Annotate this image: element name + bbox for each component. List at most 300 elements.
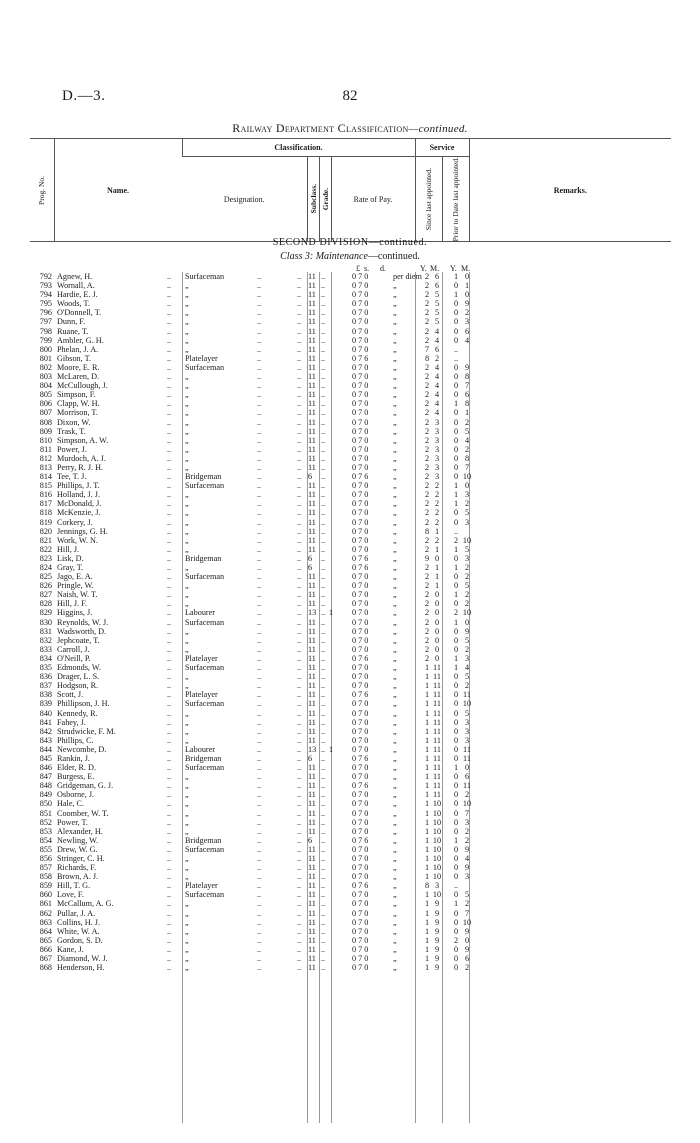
leader-dots: .. <box>297 744 302 754</box>
rate-of-pay-cell: 0 7 6 <box>352 353 369 363</box>
prog-no-cell: 803 <box>39 372 52 382</box>
since-months-cell: 11 <box>433 726 441 736</box>
leader-dots: .. <box>257 735 262 745</box>
leader-dots: .. <box>257 435 262 445</box>
pay-basis-cell: „ <box>393 490 397 500</box>
prior-years-cell: 1 <box>453 563 459 572</box>
prior-years-cell: 1 <box>453 544 459 554</box>
leader-dots: .. <box>167 590 172 600</box>
table-row <box>30 645 671 654</box>
leader-dots: .. <box>321 726 326 736</box>
table-row <box>30 472 671 481</box>
name-header: Name. <box>54 139 182 242</box>
unit-shillings: s. <box>364 264 370 273</box>
pay-basis-cell: „ <box>393 663 397 673</box>
since-months-cell: 6 <box>434 272 440 281</box>
subclass-cell: 11 <box>308 708 316 718</box>
prior-years-cell: .. <box>453 344 459 354</box>
leader-dots: .. <box>167 481 172 491</box>
since-months-cell: 1 <box>434 572 440 582</box>
prior-months-cell: 1 <box>464 281 470 291</box>
since-months-cell: 10 <box>432 844 442 854</box>
leader-dots: .. <box>167 308 172 318</box>
leader-dots: .. <box>167 417 172 427</box>
since-years-cell: 2 <box>424 517 430 527</box>
leader-dots: .. <box>297 708 302 718</box>
since-months-cell: 3 <box>434 472 440 482</box>
prior-months-cell: 2 <box>464 417 470 427</box>
pay-basis-cell: „ <box>393 635 397 645</box>
since-years-cell: 1 <box>424 799 430 809</box>
prog-no-cell: 807 <box>39 408 52 418</box>
prior-years-cell: 0 <box>453 872 459 882</box>
prog-no-cell: 847 <box>39 772 52 782</box>
table-row <box>30 854 671 863</box>
leader-dots: .. <box>167 735 172 745</box>
prog-no-cell: 868 <box>39 963 52 973</box>
prior-months-cell: 0 <box>464 935 470 945</box>
since-months-cell: 3 <box>434 426 440 436</box>
leader-dots: .. <box>321 881 326 891</box>
name-cell: Brown, A. J. <box>57 872 99 882</box>
unit-months-since: M. <box>430 264 440 273</box>
leader-dots: .. <box>321 326 326 336</box>
leader-dots: .. <box>257 553 262 563</box>
leader-dots: .. <box>321 599 326 609</box>
prog-no-cell: 833 <box>39 644 52 654</box>
pay-basis-cell: „ <box>393 317 397 327</box>
leader-dots: .. <box>257 926 262 936</box>
table-row <box>30 718 671 727</box>
since-months-cell: 11 <box>433 753 441 763</box>
page-title <box>0 121 700 136</box>
subclass-cell: 11 <box>308 635 316 645</box>
table-row <box>30 508 671 517</box>
prog-no-cell: 796 <box>39 308 52 318</box>
table-row <box>30 881 671 890</box>
leader-dots: .. <box>167 917 172 927</box>
prior-years-cell: 1 <box>453 399 459 409</box>
since-months-cell: 9 <box>434 935 440 945</box>
subclass-cell: 11 <box>308 335 316 345</box>
since-months-cell: 4 <box>434 372 440 382</box>
name-cell: Clapp, W. H. <box>57 399 100 409</box>
prior-years-cell: 0 <box>453 917 459 927</box>
prior-years-cell: 1 <box>453 481 459 491</box>
leader-dots: .. <box>257 890 262 900</box>
rate-of-pay-cell: 0 7 6 <box>352 753 369 763</box>
leader-dots: .. <box>257 281 262 291</box>
rate-of-pay-cell: 0 7 0 <box>352 462 369 472</box>
leader-dots: .. <box>321 417 326 427</box>
since-years-cell: 8 <box>424 881 430 891</box>
leader-dots: .. <box>321 335 326 345</box>
rate-of-pay-cell: 0 7 0 <box>352 444 369 454</box>
name-cell: Holland, J. J. <box>57 490 100 500</box>
designation-cell: Surfaceman <box>185 663 225 673</box>
pay-basis-cell: „ <box>393 344 397 354</box>
rate-of-pay-cell: 0 7 0 <box>352 344 369 354</box>
prog-no-cell: 826 <box>39 581 52 591</box>
designation-cell: „ <box>185 681 189 691</box>
leader-dots: .. <box>297 408 302 418</box>
name-cell: Gibson, T. <box>57 353 92 363</box>
leader-dots: .. <box>257 535 262 545</box>
pay-basis-cell: „ <box>393 526 397 536</box>
grade-cell: 1 <box>328 744 334 754</box>
since-months-cell: 10 <box>432 826 442 836</box>
table-row <box>30 299 671 308</box>
prog-no-cell: 848 <box>39 781 52 791</box>
prior-years-cell: 0 <box>453 426 459 436</box>
table-row <box>30 590 671 599</box>
prior-months-cell: 8 <box>464 372 470 382</box>
prog-no-cell: 813 <box>39 462 52 472</box>
since-years-cell: 7 <box>424 344 430 354</box>
since-months-cell: 9 <box>434 944 440 954</box>
table-row <box>30 790 671 799</box>
since-years-cell: 1 <box>424 944 430 954</box>
table-row <box>30 863 671 872</box>
leader-dots: .. <box>321 617 326 627</box>
leader-dots: .. <box>321 317 326 327</box>
since-years-cell: 1 <box>424 790 430 800</box>
prior-months-cell: 3 <box>464 726 470 736</box>
rate-of-pay-cell: 0 7 0 <box>352 844 369 854</box>
since-years-cell: 2 <box>424 563 430 572</box>
name-cell: Reynolds, W. J. <box>57 617 109 627</box>
designation-cell: „ <box>185 908 189 918</box>
since-years-cell: 2 <box>424 535 430 545</box>
designation-cell: „ <box>185 863 189 873</box>
prior-years-cell: 0 <box>453 826 459 836</box>
designation-cell: Surfaceman <box>185 890 225 900</box>
since-months-cell: 11 <box>433 781 441 791</box>
leader-dots: .. <box>257 581 262 591</box>
leader-dots: .. <box>321 344 326 354</box>
pay-basis-cell: „ <box>393 326 397 336</box>
rate-of-pay-cell: 0 7 0 <box>352 335 369 345</box>
leader-dots: .. <box>297 781 302 791</box>
prog-no-cell: 852 <box>39 817 52 827</box>
subclass-cell: 11 <box>308 390 316 400</box>
leader-dots: .. <box>321 653 326 663</box>
prior-months-cell: 9 <box>464 362 470 372</box>
rate-of-pay-cell: 0 7 0 <box>352 744 369 754</box>
prior-years-cell: 1 <box>453 617 459 627</box>
name-cell: Gordon, S. D. <box>57 935 103 945</box>
rate-of-pay-cell: 0 7 6 <box>352 553 369 563</box>
pay-basis-cell: „ <box>393 408 397 418</box>
subclass-cell: 11 <box>308 353 316 363</box>
leader-dots: .. <box>297 481 302 491</box>
leader-dots: .. <box>167 362 172 372</box>
table-row <box>30 545 671 554</box>
prior-months-cell: 2 <box>464 963 470 973</box>
table-row <box>30 827 671 836</box>
prior-years-cell: 0 <box>453 944 459 954</box>
leader-dots: .. <box>321 553 326 563</box>
prior-months-cell: 11 <box>463 781 471 791</box>
subclass-cell: 11 <box>308 944 316 954</box>
name-cell: Richards, F. <box>57 863 97 873</box>
leader-dots: .. <box>297 690 302 700</box>
leader-dots: .. <box>167 790 172 800</box>
leader-dots: .. <box>297 772 302 782</box>
leader-dots: .. <box>167 653 172 663</box>
leader-dots: .. <box>321 799 326 809</box>
table-row <box>30 709 671 718</box>
subclass-cell: 11 <box>308 763 316 773</box>
since-months-cell: 4 <box>434 381 440 391</box>
since-years-cell: 2 <box>424 308 430 318</box>
table-row <box>30 745 671 754</box>
subclass-cell: 11 <box>308 381 316 391</box>
since-months-cell: 9 <box>434 954 440 964</box>
prior-months-cell: 11 <box>463 690 471 700</box>
pay-basis-cell: „ <box>393 399 397 409</box>
leader-dots: .. <box>321 935 326 945</box>
leader-dots: .. <box>297 508 302 518</box>
pay-basis-cell: „ <box>393 799 397 809</box>
subclass-cell: 11 <box>308 526 316 536</box>
table-row <box>30 799 671 808</box>
prior-months-cell: 2 <box>464 590 470 600</box>
table-row <box>30 317 671 326</box>
leader-dots: .. <box>321 699 326 709</box>
prior-years-cell: 1 <box>453 272 459 281</box>
leader-dots: .. <box>257 599 262 609</box>
pay-basis-cell: „ <box>393 863 397 873</box>
prog-no-cell: 858 <box>39 872 52 882</box>
subclass-cell: 6 <box>308 835 313 845</box>
pay-basis-cell: „ <box>393 608 397 618</box>
leader-dots: .. <box>297 854 302 863</box>
since-months-cell: 2 <box>434 499 440 509</box>
pay-basis-cell: „ <box>393 590 397 600</box>
leader-dots: .. <box>297 908 302 918</box>
prog-no-cell: 834 <box>39 653 52 663</box>
since-months-cell: 11 <box>433 699 441 709</box>
pay-basis-cell: „ <box>393 290 397 300</box>
leader-dots: .. <box>297 426 302 436</box>
leader-dots: .. <box>167 681 172 691</box>
leader-dots: .. <box>167 808 172 818</box>
leader-dots: .. <box>257 763 262 773</box>
prior-months-cell: 3 <box>464 490 470 500</box>
since-months-cell: 4 <box>434 362 440 372</box>
leader-dots: .. <box>321 544 326 554</box>
pay-basis-cell: „ <box>393 908 397 918</box>
prior-years-cell: 0 <box>453 963 459 973</box>
prior-years-cell: 0 <box>453 435 459 445</box>
since-years-cell: 2 <box>424 590 430 600</box>
leader-dots: .. <box>167 863 172 873</box>
since-years-cell: 1 <box>424 690 430 700</box>
unit-pounds: £ <box>356 264 360 273</box>
rate-of-pay-cell: 0 7 0 <box>352 426 369 436</box>
rate-of-pay-cell: 0 7 0 <box>352 490 369 500</box>
prog-no-cell: 837 <box>39 681 52 691</box>
service-header: Service <box>415 139 469 157</box>
since-years-cell: 2 <box>424 281 430 291</box>
name-cell: Gridgeman, G. J. <box>57 781 114 791</box>
rate-of-pay-cell: 0 7 0 <box>352 935 369 945</box>
designation-cell: „ <box>185 717 189 727</box>
leader-dots: .. <box>321 844 326 854</box>
designation-cell: „ <box>185 954 189 964</box>
rate-of-pay-cell: 0 7 0 <box>352 381 369 391</box>
leader-dots: .. <box>297 599 302 609</box>
table-row <box>30 372 671 381</box>
pay-basis-cell: „ <box>393 826 397 836</box>
leader-dots: .. <box>297 490 302 500</box>
subclass-cell: 11 <box>308 699 316 709</box>
since-months-cell: 0 <box>434 653 440 663</box>
name-cell: Phelan, J. A. <box>57 344 99 354</box>
subclass-cell: 11 <box>308 626 316 636</box>
table-row <box>30 690 671 699</box>
leader-dots: .. <box>321 608 326 618</box>
designation-cell: Platelayer <box>185 653 218 663</box>
leader-dots: .. <box>321 390 326 400</box>
designation-cell: „ <box>185 735 189 745</box>
unit-months-prior: M. <box>461 264 471 273</box>
prior-years-cell: 0 <box>453 726 459 736</box>
remarks-header: Remarks. <box>469 139 671 242</box>
prior-months-cell: 2 <box>464 790 470 800</box>
leader-dots: .. <box>321 681 326 691</box>
leader-dots: .. <box>321 708 326 718</box>
name-cell: Agnew, H. <box>57 272 93 281</box>
since-years-cell: 1 <box>424 808 430 818</box>
leader-dots: .. <box>167 944 172 954</box>
since-years-cell: 1 <box>424 708 430 718</box>
designation-cell: „ <box>185 281 189 291</box>
pay-basis-cell: „ <box>393 935 397 945</box>
prior-months-cell: 5 <box>464 672 470 682</box>
table-row <box>30 454 671 463</box>
prior-years-cell: 0 <box>453 954 459 964</box>
prog-no-cell: 853 <box>39 826 52 836</box>
leader-dots: .. <box>297 272 302 281</box>
pay-basis-cell: „ <box>393 917 397 927</box>
subclass-cell: 6 <box>308 553 313 563</box>
leader-dots: .. <box>167 399 172 409</box>
designation-cell: Surfaceman <box>185 844 225 854</box>
since-months-cell: 0 <box>434 635 440 645</box>
prog-no-cell: 860 <box>39 890 52 900</box>
rate-of-pay-cell: 0 7 0 <box>352 726 369 736</box>
leader-dots: .. <box>257 563 262 572</box>
leader-dots: .. <box>167 690 172 700</box>
name-cell: Alexander, H. <box>57 826 103 836</box>
since-years-cell: 2 <box>424 608 430 618</box>
leader-dots: .. <box>167 390 172 400</box>
since-months-cell: 2 <box>434 517 440 527</box>
rate-of-pay-cell: 0 7 0 <box>352 290 369 300</box>
since-years-cell: 2 <box>424 626 430 636</box>
since-years-cell: 1 <box>424 835 430 845</box>
rate-of-pay-cell: 0 7 0 <box>352 581 369 591</box>
pay-basis-cell: „ <box>393 708 397 718</box>
since-years-cell: 2 <box>424 617 430 627</box>
since-months-cell: 10 <box>432 872 442 882</box>
since-last-header: Since last appointed. <box>415 157 442 242</box>
since-years-cell: 8 <box>424 526 430 536</box>
prior-years-cell: 1 <box>453 763 459 773</box>
leader-dots: .. <box>167 644 172 654</box>
leader-dots: .. <box>257 526 262 536</box>
leader-dots: .. <box>297 817 302 827</box>
table-row <box>30 336 671 345</box>
leader-dots: .. <box>257 508 262 518</box>
pay-basis-cell: per diem <box>393 272 422 281</box>
name-cell: Collins, H. J. <box>57 917 100 927</box>
since-years-cell: 1 <box>424 781 430 791</box>
name-cell: Moore, E. R. <box>57 362 100 372</box>
subclass-cell: 11 <box>308 290 316 300</box>
leader-dots: .. <box>297 635 302 645</box>
title-suffix: —continued. <box>408 123 468 135</box>
prior-years-cell: 0 <box>453 735 459 745</box>
since-months-cell: 4 <box>434 326 440 336</box>
table-row <box>30 963 671 972</box>
prior-months-cell: 4 <box>464 663 470 673</box>
pay-basis-cell: „ <box>393 308 397 318</box>
since-months-cell: 0 <box>434 626 440 636</box>
table-row <box>30 699 671 708</box>
leader-dots: .. <box>167 799 172 809</box>
leader-dots: .. <box>167 626 172 636</box>
prog-no-cell: 822 <box>39 544 52 554</box>
leader-dots: .. <box>167 817 172 827</box>
leader-dots: .. <box>167 826 172 836</box>
leader-dots: .. <box>297 608 302 618</box>
name-cell: Drew, W. G. <box>57 844 98 854</box>
leader-dots: .. <box>167 553 172 563</box>
name-cell: Phillips, C. <box>57 735 94 745</box>
table-row <box>30 608 671 617</box>
leader-dots: .. <box>167 381 172 391</box>
classification-header: Classification. <box>182 139 415 157</box>
prog-no-cell: 838 <box>39 690 52 700</box>
since-months-cell: 11 <box>433 735 441 745</box>
prior-months-cell: 10 <box>462 799 472 809</box>
prior-years-cell: 0 <box>453 863 459 873</box>
table-row <box>30 408 671 417</box>
since-months-cell: 3 <box>434 453 440 463</box>
leader-dots: .. <box>297 753 302 763</box>
since-years-cell: 2 <box>424 453 430 463</box>
leader-dots: .. <box>297 926 302 936</box>
since-years-cell: 1 <box>424 826 430 836</box>
leader-dots: .. <box>257 681 262 691</box>
rate-of-pay-cell: 0 7 6 <box>352 781 369 791</box>
leader-dots: .. <box>321 272 326 281</box>
rate-of-pay-cell: 0 7 0 <box>352 308 369 318</box>
table-row <box>30 809 671 818</box>
prog-no-cell: 835 <box>39 663 52 673</box>
prog-no-cell: 831 <box>39 626 52 636</box>
subclass-cell: 11 <box>308 863 316 873</box>
table-row <box>30 872 671 881</box>
leader-dots: .. <box>297 544 302 554</box>
rate-of-pay-cell: 0 7 0 <box>352 708 369 718</box>
subclass-cell: 11 <box>308 362 316 372</box>
rate-of-pay-cell: 0 7 0 <box>352 908 369 918</box>
since-months-cell: 2 <box>434 508 440 518</box>
